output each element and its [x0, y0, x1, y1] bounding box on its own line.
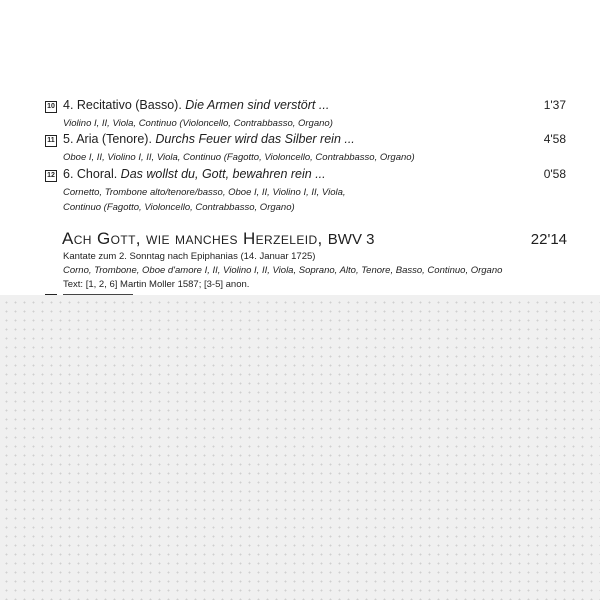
- track-title: [63, 132, 355, 146]
- track-number-box: 12: [45, 170, 57, 182]
- track-instrumentation: Violino I, II, Viola, Continuo (Violoncello, Contrabbasso, Organo): [63, 118, 333, 129]
- movement-label: 4. Recitativo (Basso).: [63, 98, 186, 112]
- track-duration: 0'58: [543, 167, 566, 181]
- movement-incipit: Das wollst du, Gott, bewahren rein ...: [120, 167, 326, 181]
- track-instrumentation: Cornetto, Trombone alto/tenore/basso, Oboe I, II, Violino I, II, Viola, Continuo (Fagotto, Violoncello, Contrabbasso, Organo): [63, 187, 346, 213]
- movement-incipit: Die Armen sind verstört ...: [185, 98, 330, 112]
- work-occasion: Kantate zum 2. Sonntag nach Epiphanias (14. Januar 1725): [63, 251, 316, 262]
- track-number-box: 11: [45, 135, 57, 147]
- track-duration: 1'37: [543, 98, 566, 112]
- work-title: [62, 229, 374, 249]
- movement-label: 6. Choral.: [63, 167, 121, 181]
- track-title: [63, 98, 329, 112]
- work-text-credits: Text: [1, 2, 6] Martin Moller 1587; [3-5] anon.: [63, 279, 250, 290]
- track-number-box: 10: [45, 101, 57, 113]
- track-duration: 4'58: [543, 132, 566, 146]
- track-title: [63, 167, 326, 181]
- work-scoring: Corno, Trombone, Oboe d'amore I, II, Violino I, II, Viola, Soprano, Alto, Tenore, Basso, Continuo, Organo: [63, 265, 503, 276]
- bwv-number: BWV 3: [327, 231, 375, 248]
- transparent-grid-background: [0, 295, 600, 600]
- work-title-text: Ach Gott, wie manches Herzeleid,: [62, 229, 323, 248]
- work-duration: 22'14: [530, 231, 567, 248]
- movement-label: 5. Aria (Tenore).: [63, 132, 156, 146]
- movement-incipit: Durchs Feuer wird das Silber rein ...: [155, 132, 355, 146]
- track-instrumentation: Oboe I, II, Violino I, II, Viola, Continuo (Fagotto, Violoncello, Contrabbasso, Organo): [63, 152, 415, 163]
